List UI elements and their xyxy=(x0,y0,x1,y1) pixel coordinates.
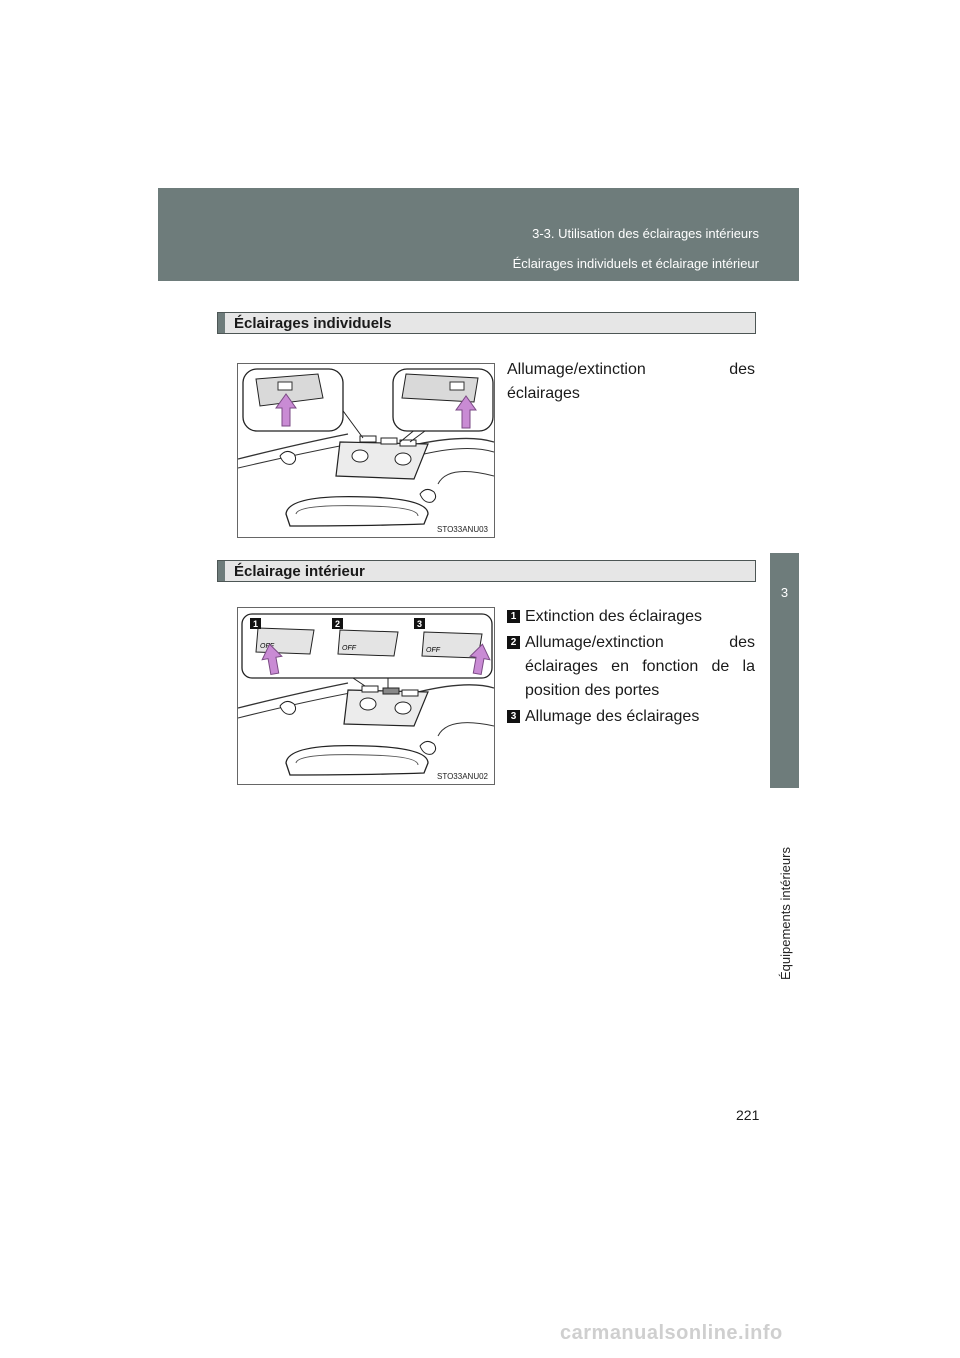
section-title-text: Éclairages individuels xyxy=(234,315,392,332)
switch-off-label: OFF xyxy=(426,647,440,654)
svg-text:3: 3 xyxy=(417,619,423,629)
header-topic: Éclairages individuels et éclairage intérieur xyxy=(512,256,759,271)
item-text: Extinction des éclairages xyxy=(525,608,702,625)
item-number: 1 xyxy=(507,610,520,623)
chapter-tab xyxy=(770,553,799,788)
item-number: 3 xyxy=(507,710,520,723)
figure-interior-light xyxy=(237,607,495,785)
chapter-number: 3 xyxy=(780,585,789,600)
item-text: Allumage/extinction des xyxy=(525,634,755,651)
figure-individual-lights xyxy=(237,363,495,538)
list-item xyxy=(507,605,755,629)
header-section: 3-3. Utilisation des éclairages intérieurs xyxy=(532,226,759,241)
section-title-individual-lights xyxy=(217,312,756,334)
title-bar xyxy=(218,313,225,333)
item-text: éclairages en fonction de la xyxy=(525,658,755,675)
svg-text:1: 1 xyxy=(253,619,259,629)
list-item xyxy=(507,705,755,729)
title-bar xyxy=(218,561,225,581)
section2-description xyxy=(507,605,755,729)
section-title-interior-light xyxy=(217,560,756,582)
ceiling-console-illustration xyxy=(238,364,494,537)
header-band xyxy=(158,188,799,281)
svg-text:2: 2 xyxy=(335,619,341,629)
page-number: 221 xyxy=(736,1107,760,1123)
switch-off-label: OFF xyxy=(260,643,274,650)
item-text: Allumage des éclairages xyxy=(525,708,700,725)
text-line: éclairages xyxy=(507,385,580,402)
text-line: Allumage/extinction des xyxy=(507,361,755,378)
watermark: carmanualsonline.info xyxy=(560,1322,783,1344)
interior-light-illustration xyxy=(238,608,494,784)
switch-off-label: OFF xyxy=(342,645,356,652)
chapter-label: Équipements intérieurs xyxy=(778,847,793,980)
item-text: position des portes xyxy=(525,682,660,699)
figure-code: STO33ANU03 xyxy=(437,525,488,534)
figure-code: STO33ANU02 xyxy=(437,772,488,781)
section1-description xyxy=(507,358,755,406)
item-number: 2 xyxy=(507,636,520,649)
list-item xyxy=(507,631,755,703)
section-title-text: Éclairage intérieur xyxy=(234,563,365,580)
